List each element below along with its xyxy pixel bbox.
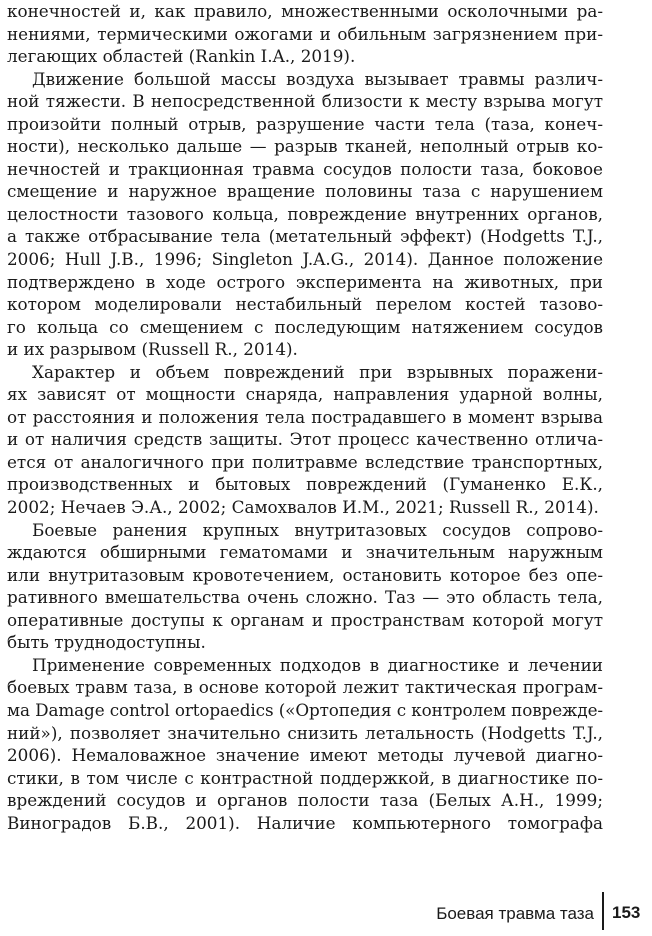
text-line: стики, в том числе с контрастной поддержкой, в диагностике по- (7, 767, 603, 788)
text-line: ности), несколько дальше — разрыв тканей, неполный отрыв ко- (7, 136, 603, 157)
text-line: производственных и бытовых повреждений (Гуманенко Е.К., (7, 474, 603, 495)
text-line: ется от аналогичного при политравме вследствие транспортных, (7, 451, 603, 472)
text-line: Применение современных подходов в диагностике и лечении (32, 654, 603, 675)
text-line: быть труднодоступны. (7, 632, 206, 653)
page-footer (0, 892, 652, 932)
text-line: ма Damage control ortopaedics («Ортопедия с контролем поврежде- (7, 699, 603, 720)
text-line: вреждений сосудов и органов полости таза (Белых А.Н., 1999; (7, 790, 603, 811)
text-line: Движение большой массы воздуха вызывает травмы различ- (32, 68, 603, 89)
text-line: конечностей и, как правило, множественными осколочными ра- (7, 1, 603, 21)
text-line: ративного вмешательства очень сложно. Таз — это область тела, (7, 587, 603, 608)
text-line: Виноградов Б.В., 2001). Наличие компьютерного томографа (7, 812, 603, 833)
text-line: произойти полный отрыв, разрушение части тела (таза, конеч- (7, 113, 603, 134)
paragraph (7, 68, 603, 361)
text-line: и от наличия средств защиты. Этот процесс качественно отлича- (7, 429, 603, 450)
footer-divider (602, 892, 604, 930)
text-line: нениями, термическими ожогами и обильным загрязнением при- (7, 23, 603, 44)
running-title: Боевая травма таза (436, 904, 594, 923)
text-line: ний»), позволяет значительно снизить летальность (Hodgetts T.J., (7, 722, 603, 743)
text-line: целостности тазового кольца, повреждение внутренних органов, (7, 203, 603, 224)
text-line: 2006; Hull J.B., 1996; Singleton J.A.G., 2014). Данное положение (7, 249, 603, 270)
text-line: или внутритазовым кровотечением, остановить которое без опе- (7, 564, 603, 585)
text-line: го кольца со смещением с последующим натяжением сосудов (7, 316, 603, 337)
text-line: Боевые ранения крупных внутритазовых сосудов сопрово- (32, 519, 603, 540)
paragraph (7, 519, 603, 654)
text-line: нечностей и тракционная травма сосудов полости таза, боковое (7, 158, 603, 179)
text-line: подтверждено в ходе острого эксперимента на животных, при (7, 271, 603, 292)
text-line: 2002; Нечаев Э.А., 2002; Самохвалов И.М., 2021; Russell R., 2014). (7, 497, 599, 518)
paragraph (7, 0, 603, 68)
text-line: а также отбрасывание тела (метательный эффект) (Hodgetts T.J., (7, 226, 603, 247)
text-line: 2006). Немаловажное значение имеют методы лучевой диагно- (7, 745, 603, 766)
text-line: котором моделировали нестабильный перелом костей тазово- (7, 294, 603, 315)
text-line: оперативные доступы к органам и пространствам которой могут (7, 609, 603, 630)
text-line: Характер и объем повреждений при взрывных поражени- (32, 361, 603, 382)
paragraph (7, 654, 603, 834)
page-number: 153 (612, 903, 641, 922)
text-line: и их разрывом (Russell R., 2014). (7, 339, 298, 360)
text-line: смещение и наружное вращение половины таза с нарушением (7, 181, 603, 202)
paragraph (7, 361, 603, 519)
text-line: ной тяжести. В непосредственной близости к месту взрыва могут (7, 91, 603, 112)
body-text (7, 0, 603, 834)
text-line: ях зависят от мощности снаряда, направления ударной волны, (7, 384, 603, 405)
text-line: боевых травм таза, в основе которой лежит тактическая програм- (7, 677, 603, 698)
text-line: от расстояния и положения тела пострадавшего в момент взрыва (7, 406, 603, 427)
text-line: легающих областей (Rankin I.A., 2019). (7, 46, 356, 67)
text-line: ждаются обширными гематомами и значительным наружным (7, 542, 603, 563)
